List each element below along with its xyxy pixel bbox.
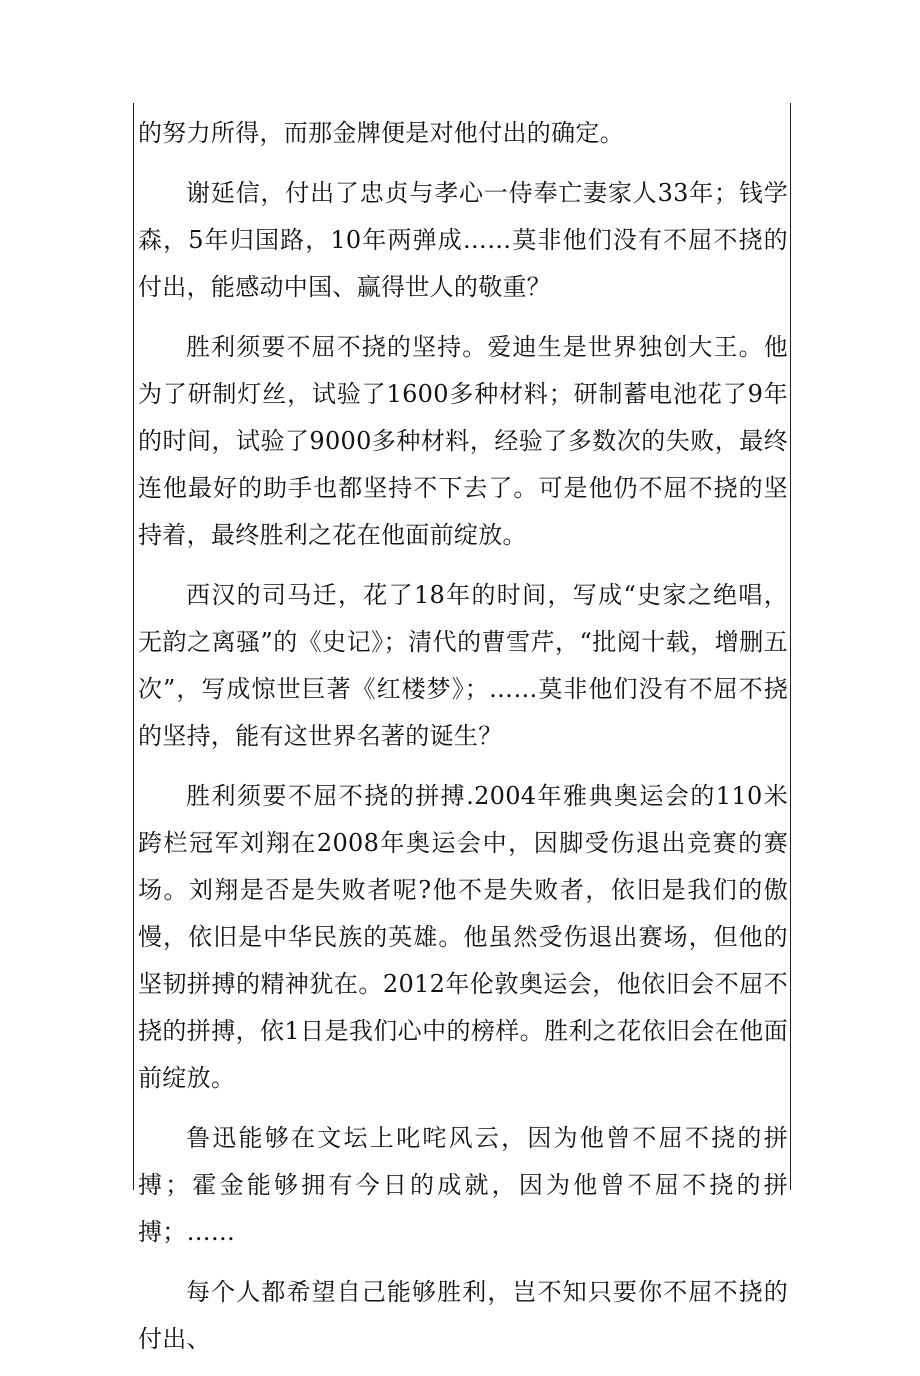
paragraph-2: 谢延信，付出了忠贞与孝心一侍奉亡妻家人33年；钱学森，5年归国路，10年两弹成……莫非他们没有不屈不挠的付出，能感动中国、赢得世人的敬重？ [138,179,788,301]
paragraph-7: 每个人都希望自己能够胜利，岂不知只要你不屈不挠的付出、 [138,1278,788,1353]
paragraph-5: 胜利须要不屈不挠的拼搏.2004年雅典奥运会的110米跨栏冠军刘翔在2008年奥运会中，因脚受伤退出竞赛的赛场。刘翔是否是失败者呢?他不是失败者，依旧是我们的傲慢，依旧是中华民族的英雄。他虽然受伤退出赛场，但他的坚韧拼搏的精神犹在。2012年伦敦奥运会，他依旧会不屈不挠的拼搏，依1日是我们心中的榜样。胜利之花依旧会在他面前绽放。 [138,782,788,1092]
paragraph-6: 鲁迅能够在文坛上叱咤风云，因为他曾不屈不挠的拼搏；霍金能够拥有今日的成就，因为他曾不屈不挠的拼搏；…… [138,1124,788,1246]
paragraph-1: 的努力所得，而那金牌便是对他付出的确定。 [138,119,624,147]
document-body [138,110,788,1376]
paragraph-4: 西汉的司马迁，花了18年的时间，写成“史家之绝唱，无韵之离骚”的《史记》；清代的曹雪芹，“批阅十载，增删五次”，写成惊世巨著《红楼梦》；……莫非他们没有不屈不挠的坚持，能有这世界名著的诞生？ [138,581,788,750]
paragraph-3: 胜利须要不屈不挠的坚持。爱迪生是世界独创大王。他为了研制灯丝，试验了1600多种材料；研制蓄电池花了9年的时间，试验了9000多种材料，经验了多数次的失败，最终连他最好的助手也都坚持不下去了。可是他仍不屈不挠的坚持着，最终胜利之花在他面前绽放。 [138,333,788,549]
